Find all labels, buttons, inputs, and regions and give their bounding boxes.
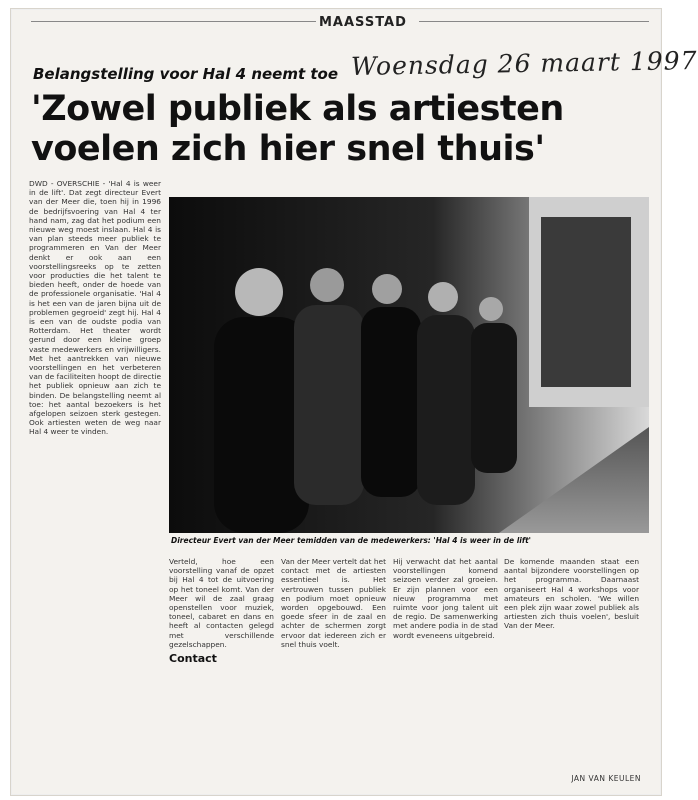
lead-column [29, 179, 161, 789]
lead-text: DWD - OVERSCHIE - 'Hal 4 is weer in de lift'. Dat zegt directeur Evert van der Meer die, toen hij in 1996 de bedrijfsvoering van Hal 4 ter hand nam, zag dat het podium een nieuwe weg moest inslaan. Hal 4 is van plan steeds meer publiek te programmeren en Van der Meer denkt er ook aan een voorstellingsreeks op te zetten voor producties die het talent te bieden heeft, onder de hoede van de professionele organisatie. 'Hal 4 is het een van de jaren bijna uit de problemen gegroeid' zegt hij. Hal 4 is een van de oudste podia van Rotterdam. Het theater wordt gerund door een kleine groep vaste medewerkers en vrijwilligers. Met het aantrekken van nieuwe voorstellingen en het verbeteren van de faciliteiten hoopt de directie het publiek opnieuw aan zich te binden. De belangstelling neemt al toe: het aantal bezoekers is het afgelopen seizoen sterk gestegen. Ook artiesten weten de weg naar Hal 4 weer te vinden. [29, 179, 161, 437]
group-photo [169, 197, 649, 533]
body-text-4: Hij verwacht dat het aantal voorstellingen komend seizoen verder zal groeien. Er zijn plannen voor een nieuw programma met ruimte voor jong talent uit de regio. De samenwerking met andere podia in de stad wordt eveneens uitgebreid. [393, 557, 498, 640]
handwritten-date: Woensdag 26 maart 1997 [350, 45, 698, 82]
body-column-2 [169, 557, 274, 789]
body-column-4 [393, 557, 498, 789]
masthead: MAASSTAD [319, 15, 407, 30]
body-text-2: Verteld, hoe een voorstelling vanaf de opzet bij Hal 4 tot de uitvoering op het toneel komt. Van der Meer wil de zaal graag openstellen voor muziek, toneel, cabaret en dans en heeft al contacten gelegd met verschillende gezelschappen. [169, 557, 274, 649]
body-column-5 [504, 557, 639, 789]
photo-image [169, 197, 649, 533]
byline: JAN VAN KEULEN [571, 774, 641, 783]
body-text-5: De komende maanden staat een aantal bijzondere voorstellingen op het programma. Daarnaast organiseert Hal 4 workshops voor amateurs en scholen. 'We willen een plek zijn waar zowel publiek als artiesten zich thuis voelen', besluit Van der Meer. [504, 557, 639, 631]
kicker: Belangstelling voor Hal 4 neemt toe [33, 65, 339, 83]
body-text-3: Van der Meer vertelt dat het contact met de artiesten essentieel is. Het vertrouwen tussen publiek en podium moet opnieuw worden opgebouwd. Een goede sfeer in de zaal en achter de schermen zorgt ervoor dat iedereen zich er snel thuis voelt. [281, 557, 386, 649]
headline: 'Zowel publiek als artiesten voelen zich hier snel thuis' [31, 89, 564, 169]
masthead-rule-right [419, 21, 649, 22]
masthead-rule-left [31, 21, 316, 22]
body-column-3 [281, 557, 386, 789]
photo-caption: Directeur Evert van der Meer temidden van de medewerkers: 'Hal 4 is weer in de lift' [171, 536, 531, 545]
subhead: Contact [169, 652, 217, 666]
newspaper-clipping [10, 8, 698, 796]
